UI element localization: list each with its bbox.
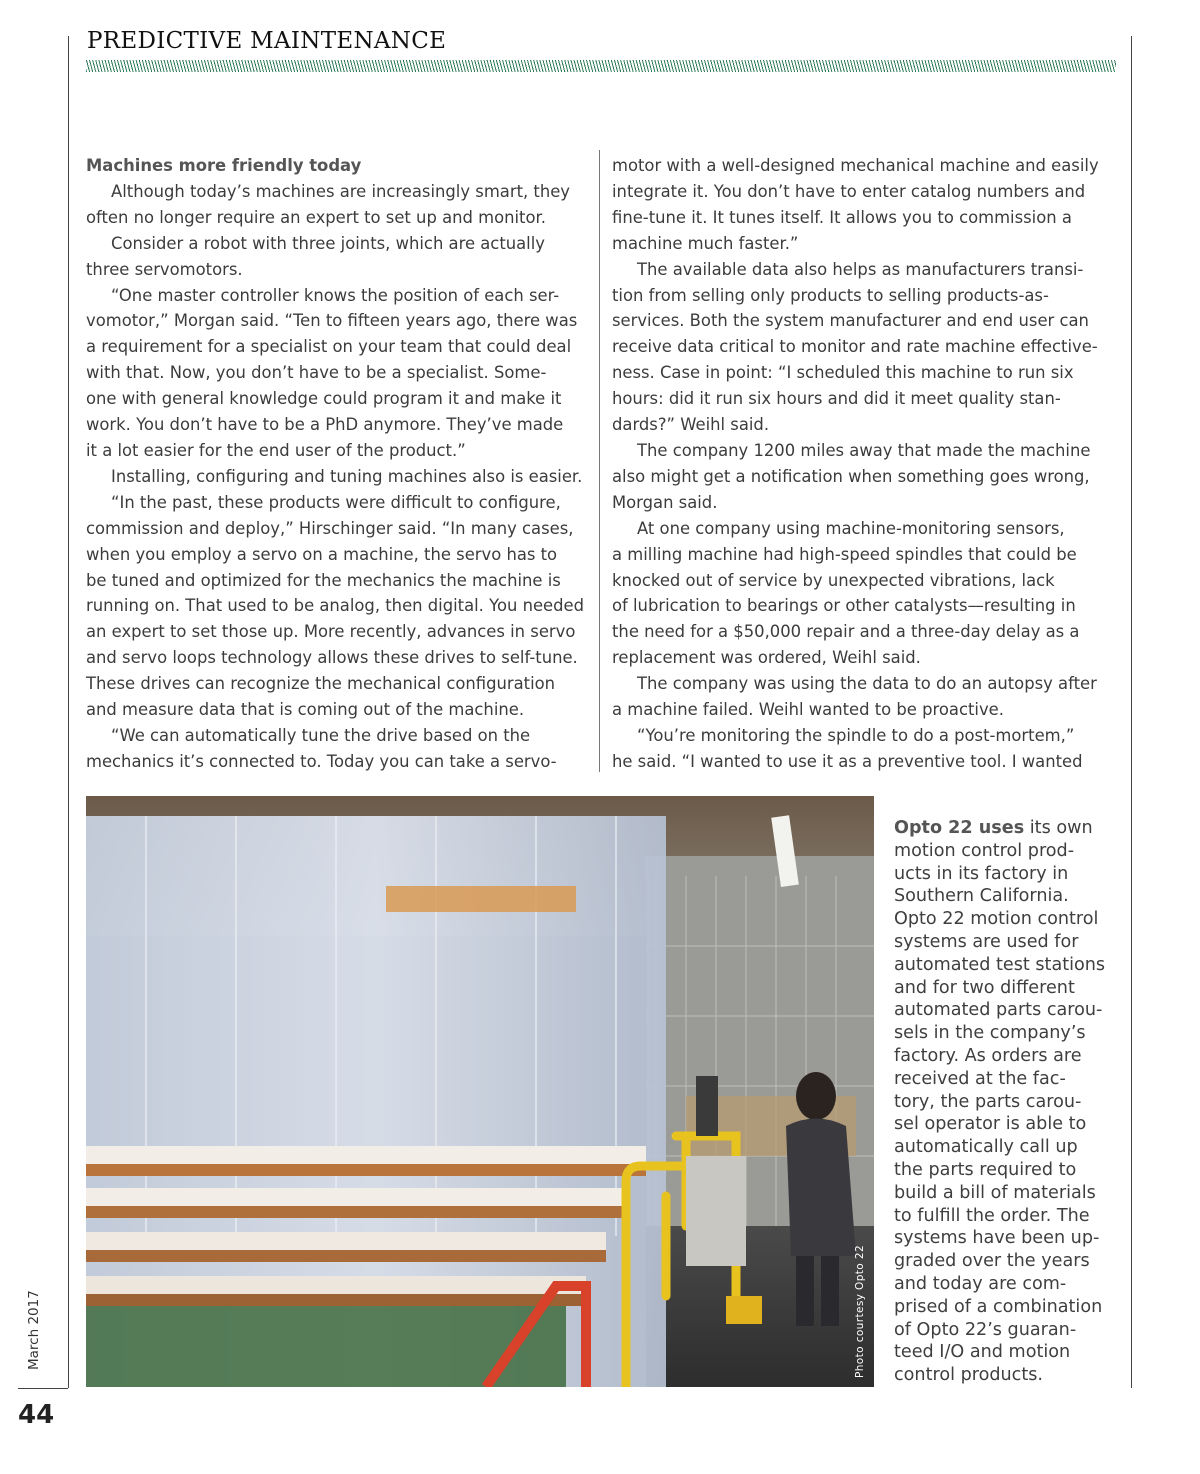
text-line: a milling machine had high-speed spindles that could be: [612, 544, 1077, 564]
article-paragraph: [612, 153, 1117, 257]
left-column: [86, 153, 591, 775]
caption-lead: Opto 22 uses: [894, 818, 1025, 838]
caption-line: and for two different: [894, 977, 1075, 998]
factory-photo: [86, 796, 874, 1387]
text-line: commission and deploy,” Hirschinger said. “In many cases,: [86, 518, 574, 538]
caption-line: and today are com-: [894, 1273, 1067, 1294]
article-paragraph: [86, 490, 591, 723]
text-line: hours: did it run six hours and did it meet quality stan-: [612, 389, 1061, 409]
section-title: PREDICTIVE MAINTENANCE: [87, 28, 447, 54]
text-line: a machine failed. Weihl wanted to be proactive.: [612, 700, 1004, 720]
text-line: “In the past, these products were difficult to configure,: [111, 492, 561, 512]
text-line: of lubrication to bearings or other catalysts—resulting in: [612, 596, 1076, 616]
caption-line: automated test stations: [894, 954, 1106, 975]
page-number: 44: [18, 1400, 55, 1430]
text-line: be tuned and optimized for the mechanics the machine is: [86, 570, 561, 590]
left-paragraphs: [86, 179, 591, 775]
article-paragraph: [86, 231, 591, 283]
article-paragraph: [612, 257, 1117, 438]
text-line: These drives can recognize the mechanical configuration: [86, 674, 556, 694]
caption-line: tory, the parts carou-: [894, 1091, 1082, 1112]
text-line: work. You don’t have to be a PhD anymore. They’ve made: [86, 415, 564, 435]
text-line: “We can automatically tune the drive based on the: [111, 725, 531, 745]
photo-credit: Photo courtesy Opto 22: [854, 1244, 866, 1378]
caption-line: build a bill of materials: [894, 1182, 1096, 1203]
text-line: often no longer require an expert to set up and monitor.: [86, 207, 546, 227]
article-paragraph: [612, 438, 1117, 516]
text-line: services. Both the system manufacturer and end user can: [612, 311, 1089, 331]
text-line: Installing, configuring and tuning machines also is easier.: [111, 466, 583, 486]
text-line: tion from selling only products to selling products-as-: [612, 285, 1049, 305]
left-page-rule: [68, 36, 69, 1388]
text-line: receive data critical to monitor and rate machine effective-: [612, 337, 1098, 357]
text-line: machine much faster.”: [612, 233, 799, 253]
caption-first-line: [894, 817, 1124, 840]
text-line: dards?” Weihl said.: [612, 415, 770, 435]
text-line: motor with a well-designed mechanical machine and easily: [612, 156, 1099, 175]
text-line: running on. That used to be analog, then digital. You needed: [86, 596, 585, 616]
footer-rule: [18, 1388, 68, 1389]
right-paragraphs: [612, 153, 1117, 775]
text-line: Morgan said.: [612, 492, 718, 512]
text-line: it a lot easier for the end user of the product.”: [86, 440, 466, 460]
text-line: he said. “I wanted to use it as a preventive tool. I wanted: [612, 751, 1083, 771]
text-line: mechanics it’s connected to. Today you can take a servo-: [86, 751, 557, 771]
text-line: knocked out of service by unexpected vibrations, lack: [612, 570, 1055, 590]
text-line: and measure data that is coming out of the machine.: [86, 700, 525, 720]
text-line: The company was using the data to do an autopsy after: [637, 674, 1097, 694]
text-line: the need for a $50,000 repair and a three-day delay as a: [612, 622, 1080, 642]
article-paragraph: [86, 723, 591, 775]
text-line: also might get a notification when something goes wrong,: [612, 466, 1090, 486]
caption-line: received at the fac-: [894, 1068, 1066, 1089]
caption-line: Opto 22 motion control: [894, 909, 1099, 930]
text-line: and servo loops technology allows these drives to self-tune.: [86, 648, 578, 668]
caption-line: automated parts carou-: [894, 1000, 1103, 1021]
text-line: Consider a robot with three joints, which are actually: [111, 233, 545, 253]
photo-caption: [894, 817, 1124, 1387]
text-line: when you employ a servo on a machine, the servo has to: [86, 544, 558, 564]
article-paragraph: [86, 464, 591, 490]
caption-line: teed I/O and motion: [894, 1342, 1071, 1363]
caption-line: automatically call up: [894, 1137, 1078, 1158]
caption-line: systems have been up-: [894, 1228, 1100, 1249]
text-line: one with general knowledge could program it and make it: [86, 389, 562, 409]
text-line: The available data also helps as manufacturers transi-: [637, 259, 1084, 279]
caption-line: sels in the company’s: [894, 1023, 1086, 1044]
caption-line: to fulfill the order. The: [894, 1205, 1090, 1226]
caption-line: ucts in its factory in: [894, 863, 1069, 884]
caption-line: Southern California.: [894, 886, 1069, 907]
caption-line: control products.: [894, 1365, 1044, 1386]
article-paragraph: [612, 723, 1117, 775]
header-hatch-rule: [86, 60, 1116, 72]
right-column: [612, 153, 1117, 775]
caption-first-rest: its own: [1024, 818, 1093, 838]
text-line: integrate it. You don’t have to enter catalog numbers and: [612, 181, 1086, 201]
column-divider: [599, 150, 600, 772]
article-paragraph: [86, 179, 591, 231]
caption-line: graded over the years: [894, 1251, 1090, 1272]
caption-line: systems are used for: [894, 931, 1079, 952]
photo-illustration: [86, 796, 874, 1387]
issue-date: March 2017: [26, 1290, 42, 1370]
text-line: an expert to set those up. More recently, advances in servo: [86, 622, 576, 642]
caption-line: the parts required to: [894, 1159, 1077, 1180]
right-page-rule: [1131, 36, 1132, 1388]
text-line: Although today’s machines are increasingly smart, they: [111, 181, 571, 201]
text-line: “One master controller knows the position of each ser-: [111, 285, 560, 305]
text-line: At one company using machine-monitoring sensors,: [637, 518, 1065, 538]
text-line: with that. Now, you don’t have to be a specialist. Some-: [86, 363, 547, 383]
caption-line: motion control prod-: [894, 840, 1075, 861]
subhead: Machines more friendly today: [86, 156, 362, 175]
article-paragraph: [612, 516, 1117, 671]
text-line: “You’re monitoring the spindle to do a post-mortem,”: [637, 725, 1075, 745]
text-line: fine-tune it. It tunes itself. It allows you to commission a: [612, 207, 1072, 227]
caption-line: factory. As orders are: [894, 1045, 1082, 1066]
caption-lines: [894, 840, 1124, 1387]
text-line: three servomotors.: [86, 259, 243, 279]
text-line: vomotor,” Morgan said. “Ten to fifteen years ago, there was: [86, 311, 578, 331]
text-line: a requirement for a specialist on your team that could deal: [86, 337, 572, 357]
text-line: The company 1200 miles away that made the machine: [637, 440, 1091, 460]
caption-line: prised of a combination: [894, 1296, 1103, 1317]
caption-line: of Opto 22’s guaran-: [894, 1319, 1077, 1340]
caption-line: sel operator is able to: [894, 1114, 1087, 1135]
article-paragraph: [612, 671, 1117, 723]
text-line: replacement was ordered, Weihl said.: [612, 648, 921, 668]
text-line: ness. Case in point: “I scheduled this machine to run six: [612, 363, 1074, 383]
article-paragraph: [86, 283, 591, 464]
